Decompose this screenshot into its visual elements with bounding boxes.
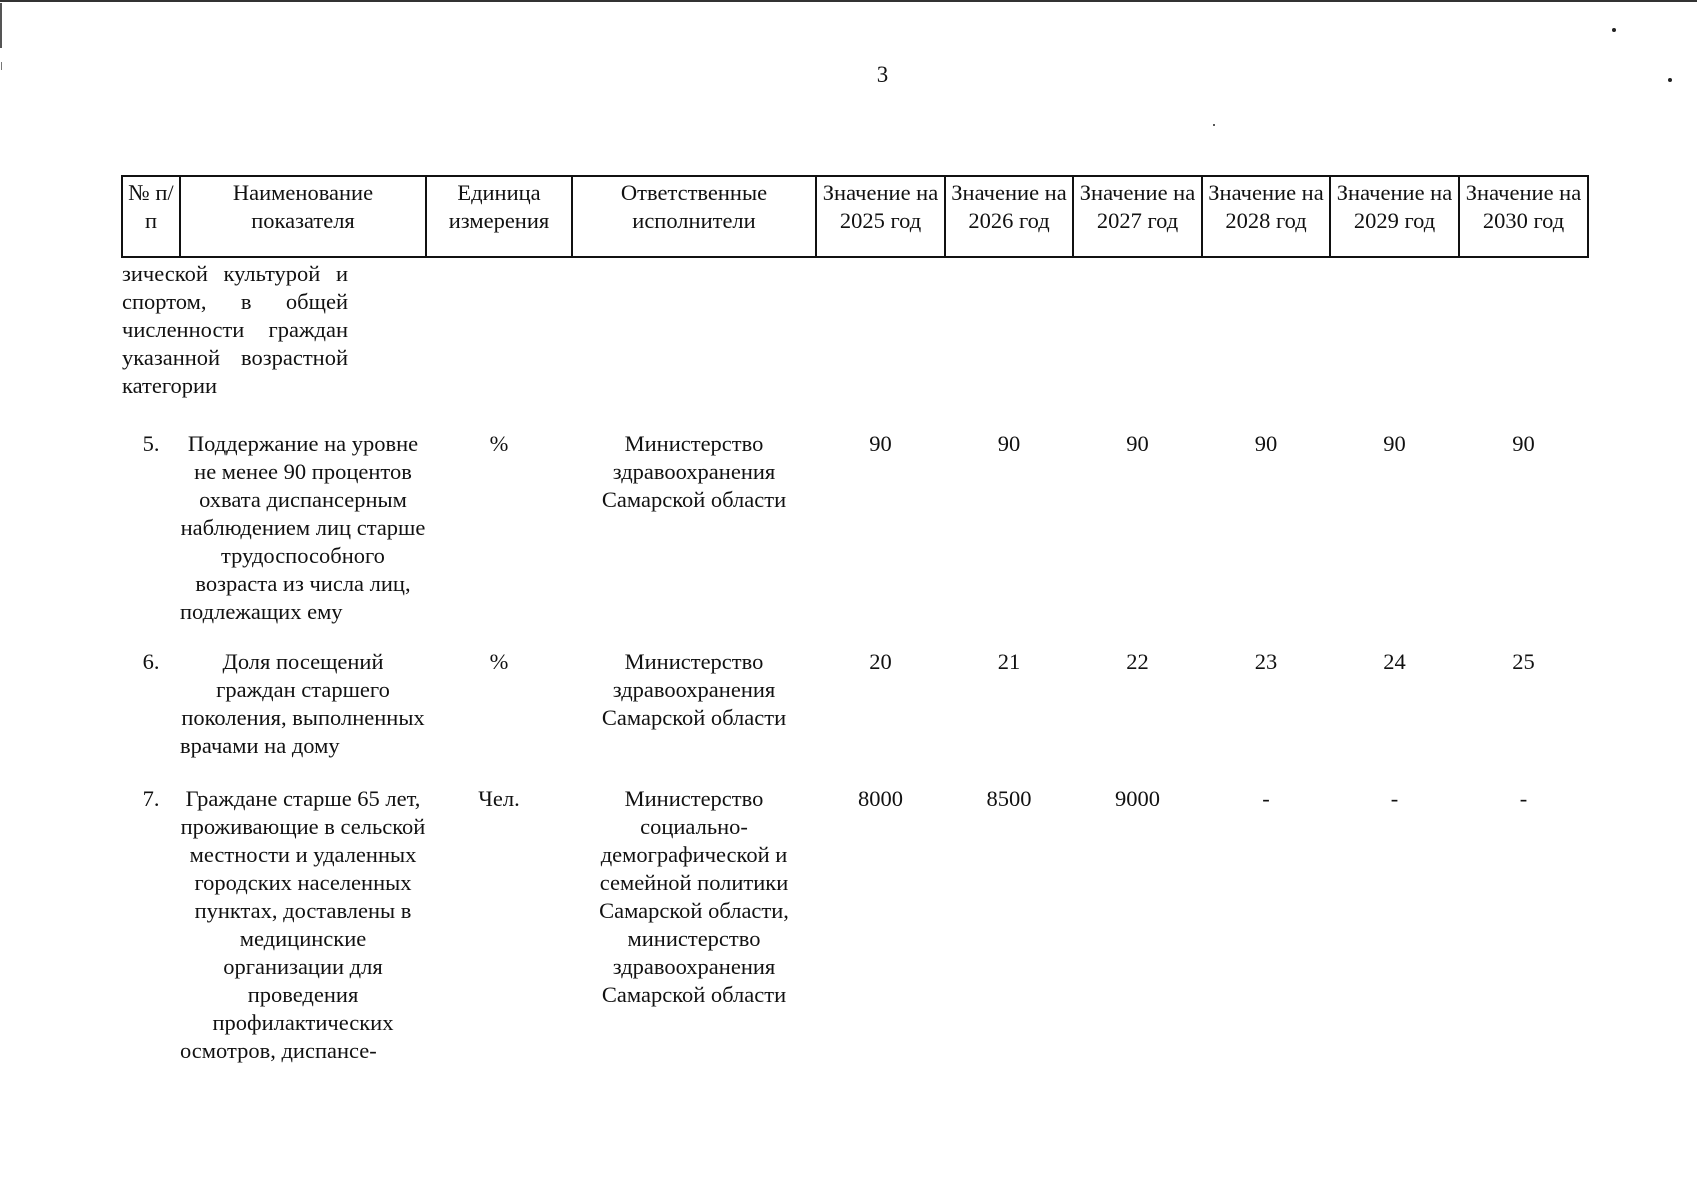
- scan-speck: [1668, 78, 1672, 82]
- table-row: [122, 785, 1588, 1065]
- header-unit: Единица измерения: [426, 176, 572, 257]
- value-2027: 9000: [1115, 786, 1160, 811]
- indicator-name: Поддержание на уровне не менее 90 процентов охвата диспансерным наблюдением лиц старше трудоспособного возраста из числа лиц, подлежащих ему: [180, 431, 426, 624]
- responsible: Министерство здравоохранения Самарской области: [601, 431, 787, 512]
- scan-top-border: [0, 0, 1697, 2]
- header-name: Наименование показателя: [180, 176, 426, 257]
- unit: %: [489, 649, 509, 674]
- header-row: [122, 176, 1588, 257]
- value-2028: 90: [1254, 431, 1278, 456]
- header-2026: Значение на 2026 год: [945, 176, 1073, 257]
- header-2029: Значение на 2029 год: [1330, 176, 1459, 257]
- value-2030: -: [1519, 786, 1528, 811]
- header-responsible: Ответственные исполнители: [572, 176, 816, 257]
- scan-left-mark: [1, 62, 2, 70]
- row-number: 7.: [142, 786, 160, 811]
- value-2025: 20: [869, 649, 892, 674]
- value-2026: 90: [997, 431, 1021, 456]
- unit: Чел.: [478, 786, 520, 811]
- value-2029: -: [1390, 786, 1399, 811]
- value-2025: 8000: [858, 786, 903, 811]
- table-row: [122, 648, 1588, 785]
- value-2029: 90: [1383, 431, 1406, 456]
- row-number: 6.: [142, 649, 160, 674]
- responsible: Министерство здравоохранения Самарской области: [601, 649, 787, 730]
- table-row-continuation: [122, 257, 1588, 430]
- indicator-name: Доля посещений граждан старшего поколения, выполненных врачами на дому: [180, 649, 425, 758]
- value-2027: 90: [1126, 431, 1149, 456]
- value-2028: -: [1262, 786, 1270, 811]
- value-2027: 22: [1126, 649, 1149, 674]
- unit: %: [489, 431, 509, 456]
- scan-left-mark: [0, 3, 2, 48]
- value-2030: 25: [1512, 649, 1535, 674]
- indicators-table: [121, 175, 1589, 1065]
- indicator-name: зической культурой и спортом, в общей численности граждан указанной возрастной категории: [122, 261, 348, 398]
- value-2028: 23: [1254, 649, 1278, 674]
- header-2025: Значение на 2025 год: [816, 176, 945, 257]
- value-2025: 90: [869, 431, 892, 456]
- value-2026: 21: [997, 649, 1021, 674]
- value-2026: 8500: [986, 786, 1032, 811]
- table-row: [122, 430, 1588, 648]
- indicator-name: Граждане старше 65 лет, проживающие в сельской местности и удаленных городских населенных пунктах, доставлены в медицинские организации для проведения профилактических осмотров, диспансе-: [180, 786, 426, 1063]
- header-num: № п/п: [122, 176, 180, 257]
- scan-speck: [1612, 28, 1616, 32]
- value-2029: 24: [1383, 649, 1406, 674]
- scan-speck: [1213, 124, 1215, 126]
- value-2030: 90: [1512, 431, 1535, 456]
- row-number: 5.: [142, 431, 160, 456]
- header-2030: Значение на 2030 год: [1459, 176, 1588, 257]
- responsible: Министерство социально-демографической и семейной политики Самарской области, министерство здравоохранения Самарской области: [599, 786, 789, 1007]
- header-2027: Значение на 2027 год: [1073, 176, 1202, 257]
- header-2028: Значение на 2028 год: [1202, 176, 1330, 257]
- page-number: 3: [876, 62, 889, 87]
